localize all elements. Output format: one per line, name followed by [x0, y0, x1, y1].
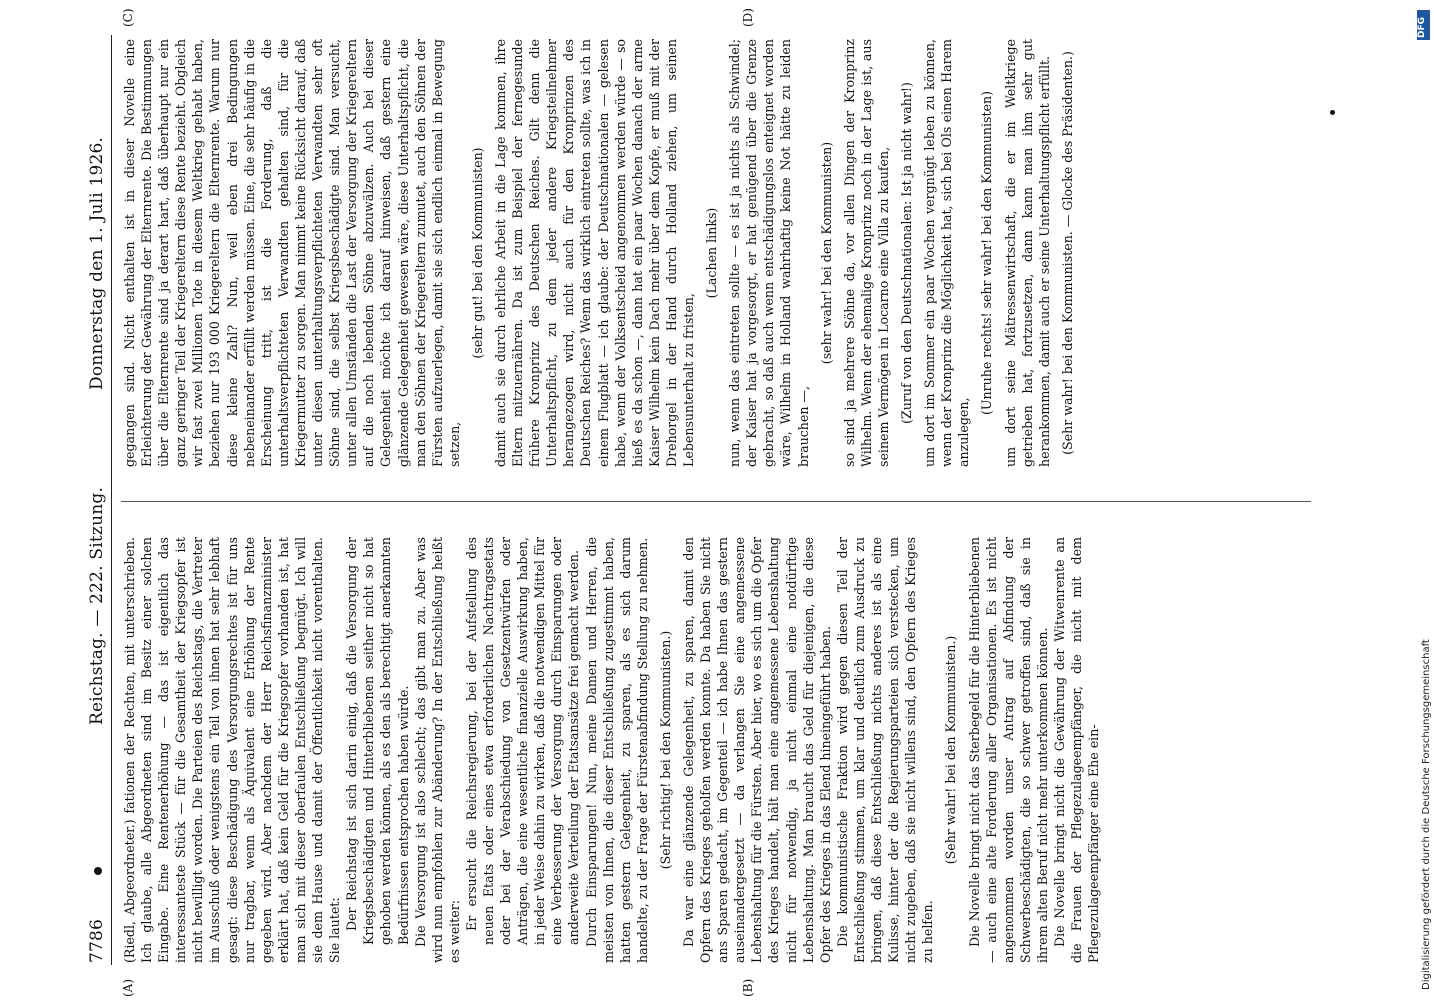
left-paragraph: Die kommunistische Fraktion wird gegen diesen Teil der Entschließung stimmen, um klar und deutlich zum Ausdruck zu bringen, daß diese Entschließung nichts anderes ist als eine Kulisse, hinter der die Regierungsparteien sich verstecken, um nicht zugeben, daß sie nicht willens sind, den Opfern des Krieges zu helfen. [834, 537, 936, 963]
header-bullet [94, 867, 102, 875]
margin-marker-c: (C) [121, 8, 135, 27]
column-divider [121, 501, 1311, 502]
left-column [121, 537, 1102, 963]
left-paragraph: Die Versorgung ist also schlecht; das gibt man zu. Aber was wird nun empfohlen zur Abänderung? In der Entschließung heißt es weiter: [412, 537, 462, 963]
right-paragraph: um dort seine Mätressenwirtschaft, die er im Weltkriege getrieben hat, fortzusetzen, dann kann man ihm sehr gut herankommen, damit auch er seine Unterhaltungspflicht erfüllt. [1002, 39, 1052, 467]
page-header [85, 35, 112, 965]
margin-marker-b: (B) [741, 978, 755, 997]
session-title: Reichstag. — 222. Sitzung. [87, 486, 107, 725]
right-interjection: (sehr gut! bei den Kommunisten) [469, 147, 485, 359]
left-interjection: (Sehr richtig! bei den Kommunisten.) [657, 630, 673, 870]
ink-dot [1330, 110, 1335, 115]
right-interjection: (Unruhe rechts! sehr wahr! bei den Kommunisten) [979, 90, 995, 416]
right-paragraph: gegangen sind. Nicht enthalten ist in dieser Novelle eine Erleichterung der Gewährung der Elternrente. Die Bestimmungen über die Elternrente sind ja derart hart, daß überhaupt nur ein ganz geringer Teil der Kriegereltern diese Rente bezieht. Obgleich wir fast zwei Millionen Tote in diesem Weltkrieg gehabt haben, beziehen nur 193 000 Kriegereltern die Elternrente. Warum nur diese kleine Zahl? Nun, weil eben drei Bedingungen nebeneinander erfüllt werden müssen. Eine, die sehr häufig in die Erscheinung tritt, ist die Forderung, daß die unterhaltsverpflichteten Verwandten gehalten sind, für die Kriegermutter zu sorgen. Man nimmt keine Rücksicht darauf, daß unter diesen unterhaltungsverpflichteten Verwandten sehr oft Söhne sind, die selbst Kriegsbeschädigte sind. Man versucht, unter allen Umständen die Last der Versorgung der Kriegereltern auf die noch lebenden Söhne abzuwälzen. Auch bei dieser Gelegenheit möchte ich darauf hinweisen, daß gestern eine glänzende Gelegenheit gewesen wäre, diese Unterhaltspflicht, die man den Söhnen der Kriegereltern zumutet, auch den Söhnen der Fürsten aufzuerlegen, damit sie sich endlich einmal in Bewegung setzen, [122, 39, 462, 467]
left-paragraph: Die Novelle bringt nicht die Gewährung der Witwenrente an die Frauen der Pflegezulageempfänger, die nicht mit dem Pflegezulageempfänger eine Ehe ein- [1051, 537, 1102, 963]
right-paragraph: so sind ja mehrere Söhne da, vor allen Dingen der Kronprinz Wilhelm. Wenn der ehemalige Kronprinz noch in der Lage ist, aus seinem Vermögen in Locarno eine Villa zu kaufen, [841, 39, 891, 467]
right-interjection: (Zuruf von den Deutschnationalen: Ist ja nicht wahr!) [899, 82, 915, 424]
left-paragraph: (Riedl, Abgeordneter.) fationen der Rechten, mit unterschrieben. Ich glaube, alle Abgeordneten sind im Besitz einer solchen Eingabe. Eine Rentenerhöhung — das ist eigentlich das interessanteste Stück — für die Gesamtheit der Kriegsopfer ist nicht bewilligt worden. Die Parteien des Reichstags, die Vertreter im Ausschuß oder wenigstens ein Teil von ihnen hat sehr lebhaft gesagt: diese Beschädigung des Versorgungsrechtes ist für uns nur tragbar, wenn als Äquivalent eine Erhöhung der Rente gegeben wird. Aber nachdem der Herr Reichsfinanzminister erklärt hat, daß kein Geld für die Kriegsopfer vorhanden ist, hat man sich mit dieser oberfaulen Entschließung begnügt. Ich will sie dem Hause und damit der Öffentlichkeit nicht vorenthalten. Sie lautet: [122, 537, 343, 963]
right-interjection: (Sehr wahr! bei den Kommunisten. — Glocke des Präsidenten.) [1059, 51, 1075, 455]
left-paragraph: Durch Einsparungen! Nun, meine Damen und Herren, die meisten von Ihnen, die dieser Entschließung zugestimmt haben, hatten gestern Gelegenheit, zu sparen, als es sich darum handelte, zu der Frage der Fürstenabfindung Stellung zu nehmen. [583, 537, 650, 963]
rotated-document-page [85, 8, 1385, 997]
left-paragraph: Da war eine glänzende Gelegenheit, zu sparen, damit den Opfern des Krieges geholfen werden konnte. Da haben Sie nicht ans Sparen gedacht, im Gegenteil — ich habe Ihnen das gestern auseinandergesetzt — da verlangen Sie eine angemessene Lebenshaltung für die Fürsten. Aber hier, wo es sich um die Opfer des Krieges handelt, hält man eine angemessene Lebenshaltung nicht für notwendig, ja nicht einmal eine notdürftige Lebenshaltung. Man braucht das Geld für diejenigen, die diese Opfer des Krieges in das Elend hineingeführt haben. [681, 537, 833, 963]
left-quote: Der Reichstag ist sich darin einig, daß die Versorgung der Kriegsbeschädigten und Hinterbliebenen seither nicht so hat gehoben werden können, als es den als berechtigt anerkannten Bedürfnissen entsprochen haben würde. [344, 537, 411, 945]
right-column [121, 39, 1082, 467]
right-interjection: (sehr wahr! bei den Kommunisten) [818, 141, 834, 365]
right-paragraph: um dort im Sommer ein paar Wochen vergnügt leben zu können, wenn der Kronprinz die Möglichkeit hat, sich bei Ols einen Harem anzulegen, [922, 39, 972, 467]
digitization-credit: Digitalisierung gefördert durch die Deutsche Forschungsgemeinschaft [1421, 639, 1432, 990]
right-interjection: (Lachen links) [704, 207, 720, 299]
right-paragraph: damit auch sie durch ehrliche Arbeit in die Lage kommen, ihre Eltern mitzuernähren. Da ist zum Beispiel der fernegesunde frühere Kronprinz des Deutschen Reiches. Gilt denn die Unterhaltspflicht, zu dem jeder andere Kriegsteilnehmer herangezogen wird, nicht auch für den Kronprinzen des Deutschen Reiches? Wenn das wirklich eintreten sollte, was ich in einem Flugblatt — ich glaube: der Deutschnationalen — gelesen habe, wenn der Volksentscheid angenommen werden würde — so hieß es da schon —, dann hat ein paar Wochen danach der arme Kaiser Wilhelm kein Dach mehr über dem Kopfe, er muß mit der Drehorgel in der Hand durch Holland ziehen, um seinen Lebensunterhalt zu fristen, [492, 39, 696, 467]
left-paragraph: Die Novelle bringt nicht das Sterbegeld für die Hinterbliebenen — auch eine alte Forderung aller Organisationen. Es ist nicht angenommen worden unser Antrag auf Abfindung der Schwerbeschädigten, die so schwer getroffen sind, daß sie in ihrem alten Beruf nicht mehr unterkommen können. [966, 537, 1050, 963]
dfg-logo-text: DFG [1417, 16, 1427, 38]
left-interjection: (Sehr wahr! bei den Kommunisten.) [943, 635, 959, 865]
right-paragraph: nun, wenn das eintreten sollte — es ist ja nichts als Schwindel; der Kaiser hat ja vorgesorgt, er hat genügend über die Grenze gebracht, so daß auch wenn entschädigungslos enteignet worden wäre, Wilhelm in Holland wahrhaftig keine Not hätte zu leiden brauchen —, [727, 39, 811, 467]
left-quote: Er ersucht die Reichsregierung, bei der Aufstellung des neuen Etats oder eines etwa erforderlichen Nachtragsetats oder bei der Verabschiedung von Gesetzentwürfen oder Anträgen, die eine wesentliche finanzielle Auswirkung haben, in jeder Weise dahin zu wirken, daß die notwendigen Mittel für eine Verbesserung der Versorgung durch Einsparungen oder anderweite Verteilung der Etatsansätze frei gemacht werden. [463, 537, 582, 945]
page-number: 7786 [87, 918, 107, 963]
margin-marker-d: (D) [741, 8, 755, 27]
margin-marker-a: (A) [121, 978, 135, 997]
session-date: Donnerstag den 1. Juli 1926. [87, 136, 107, 390]
